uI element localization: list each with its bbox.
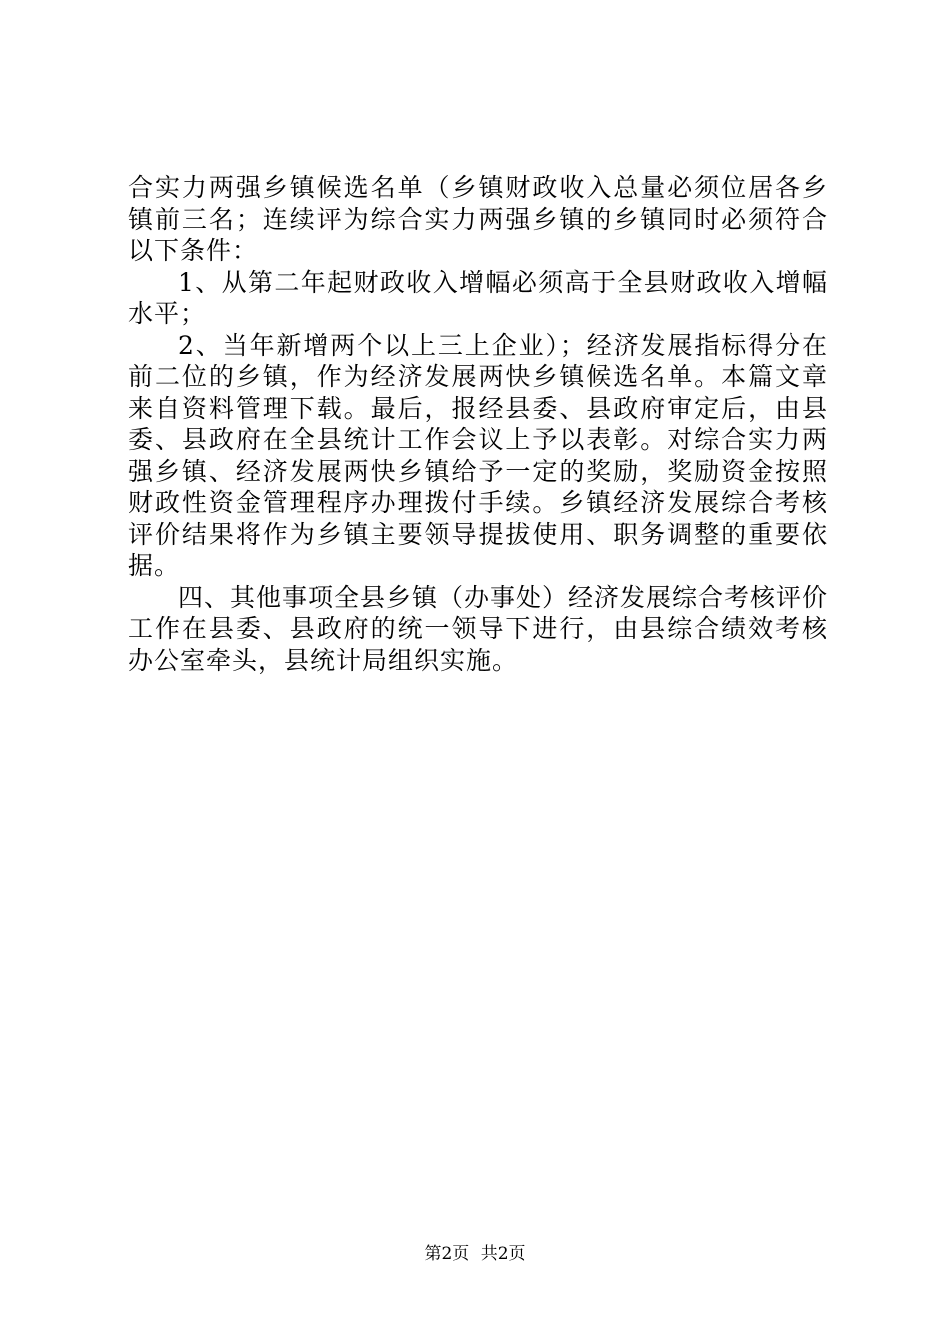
paragraph-1: 合实力两强乡镇候选名单（乡镇财政收入总量必须位居各乡镇前三名；连续评为综合实力两强乡镇的乡镇同时必须符合以下条件： [128,173,828,265]
page-footer [0,1244,950,1264]
paragraph-3: 2、当年新增两个以上三上企业）；经济发展指标得分在前二位的乡镇，作为经济发展两快乡镇候选名单。本篇文章来自资料管理下载。最后，报经县委、县政府审定后，由县委、县政府在全县统计工作会议上予以表彰。对综合实力两强乡镇、经济发展两快乡镇给予一定的奖励，奖励资金按照财政性资金管理程序办理拨付手续。乡镇经济发展综合考核评价结果将作为乡镇主要领导提拔使用、职务调整的重要依据。 [128,330,828,580]
page-number: 第2页 [424,1244,470,1264]
page-total: 共2页 [480,1244,526,1264]
paragraph-4: 四、其他事项全县乡镇（办事处）经济发展综合考核评价工作在县委、县政府的统一领导下进行，由县综合绩效考核办公室牵头，县统计局组织实施。 [128,582,829,675]
paragraph-2: 1、从第二年起财政收入增幅必须高于全县财政收入增幅水平； [128,267,828,328]
document-body [128,172,828,676]
